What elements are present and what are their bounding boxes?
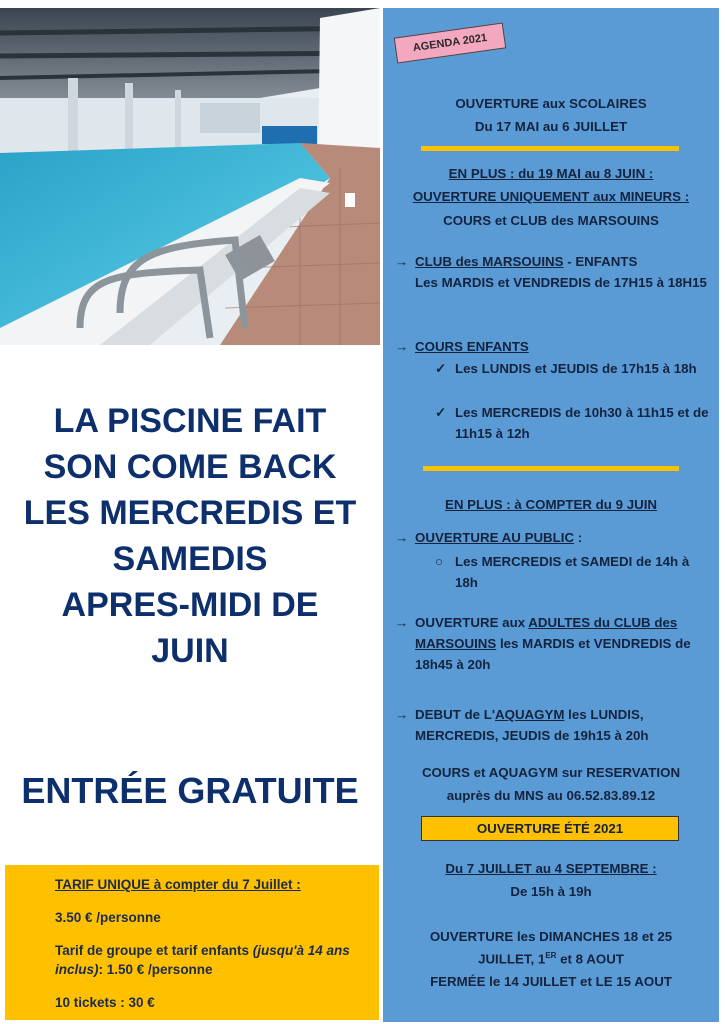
adultes-item [395,612,713,675]
headline [0,398,380,674]
summer-opening-box: OUVERTURE ÉTÉ 2021 [421,816,679,841]
check-icon: ✓ [435,405,447,420]
item-text: - ENFANTS [563,254,638,269]
sunday-line [383,951,719,966]
check-icon: ✓ [435,361,447,376]
item-text: les LUNDIS, MERCREDIS, JEUDIS de 19h15 à 20h [415,707,649,743]
headline-line: SAMEDIS [112,540,268,578]
item-text: Les MERCREDIS de 10h30 à 11h15 et de 11h15 à 12h [455,405,709,441]
public-item [395,527,713,548]
tarif-age-note: (jusqu'à 14 ans inclus) [55,943,350,977]
tarif-title: TARIF UNIQUE à compter du 7 Juillet : [55,877,301,892]
headline-line: SON COME BACK [43,448,337,486]
arrow-icon: → [395,254,409,269]
item-text: : [574,530,583,545]
reservation-line: COURS et AQUAGYM sur RESERVATION [421,765,681,780]
enplus-heading: EN PLUS : du 19 MAI au 8 JUIN : [448,166,654,181]
sunday-sup: ER [545,951,557,960]
item-text: Les MARDIS et VENDREDIS de 17H15 à 18H15 [415,275,707,290]
tarif-text: : 1.50 € /personne [98,962,213,977]
arrow-icon: → [395,707,409,722]
tarif-line: 3.50 € /personne [55,910,161,925]
agenda-badge: AGENDA 2021 [394,22,507,63]
arrow-icon: → [395,339,409,354]
cours-enfants-item [395,336,713,357]
sunday-text: et 8 AOUT [556,951,624,967]
item-text: Les MERCREDIS et SAMEDI de 14h à 18h [455,554,690,590]
sunday-text: JUILLET, 1 [478,951,546,967]
headline-line: LA PISCINE FAIT [53,402,327,440]
item-text [415,527,713,548]
divider [423,466,679,471]
aquagym-text: AQUAGYM [495,707,565,722]
free-entry-title: ENTRÉE GRATUITE [21,770,359,811]
cours-title: COURS ENFANTS [415,339,529,354]
sunday-line: OUVERTURE les DIMANCHES 18 et 25 [429,929,673,944]
cours-sub-item [435,358,711,379]
tarif-text: Tarif de groupe et tarif enfants [55,943,253,958]
club-link-text: CLUB des MARSOUINS [415,254,564,269]
divider [421,146,679,151]
scolaires-line: OUVERTURE aux SCOLAIRES [455,96,647,111]
enplus-text: COURS et CLUB des MARSOUINS [443,213,659,228]
item-text: OUVERTURE aux [415,615,529,630]
tarif-box [5,865,379,1020]
public-title: OUVERTURE AU PUBLIC [415,530,575,545]
adultes-club-text: ADULTES du CLUB des MARSOUINS [415,615,678,651]
arrow-icon: → [395,530,409,545]
scolaires-dates: Du 17 MAI au 6 JUILLET [474,119,628,134]
tarif-line: 10 tickets : 30 € [55,995,155,1010]
arrow-icon: → [395,615,409,630]
cours-sub-item [435,402,711,444]
item-text: DEBUT de L' [415,707,495,722]
headline-line: APRES-MIDI DE [61,586,319,624]
item-text [415,251,713,293]
club-enfants-item [395,251,713,293]
summer-hours: De 15h à 19h [510,884,592,899]
item-text [415,612,713,675]
item-text: les MARDIS et VENDREDIS de 18h45 à 20h [415,636,691,672]
aquagym-item [395,704,713,746]
enplus-heading: OUVERTURE UNIQUEMENT aux MINEURS : [412,189,690,204]
headline-line: JUIN [151,632,229,670]
public-sub-item [435,551,711,593]
item-text [415,704,713,746]
pool-photo [0,8,380,345]
item-text: Les LUNDIS et JEUDIS de 17h15 à 18h [455,361,697,376]
circle-icon: ○ [435,554,444,569]
reservation-phone: auprès du MNS au 06.52.83.89.12 [446,788,656,803]
tarif-line [55,941,369,979]
headline-line: LES MERCREDIS ET [23,494,357,532]
enplus-heading: EN PLUS : à COMPTER du 9 JUIN [444,497,658,512]
agenda-panel [383,8,719,1022]
closed-line: FERMÉE le 14 JUILLET et LE 15 AOUT [430,974,672,989]
summer-dates: Du 7 JUILLET au 4 SEPTEMBRE : [445,861,657,876]
